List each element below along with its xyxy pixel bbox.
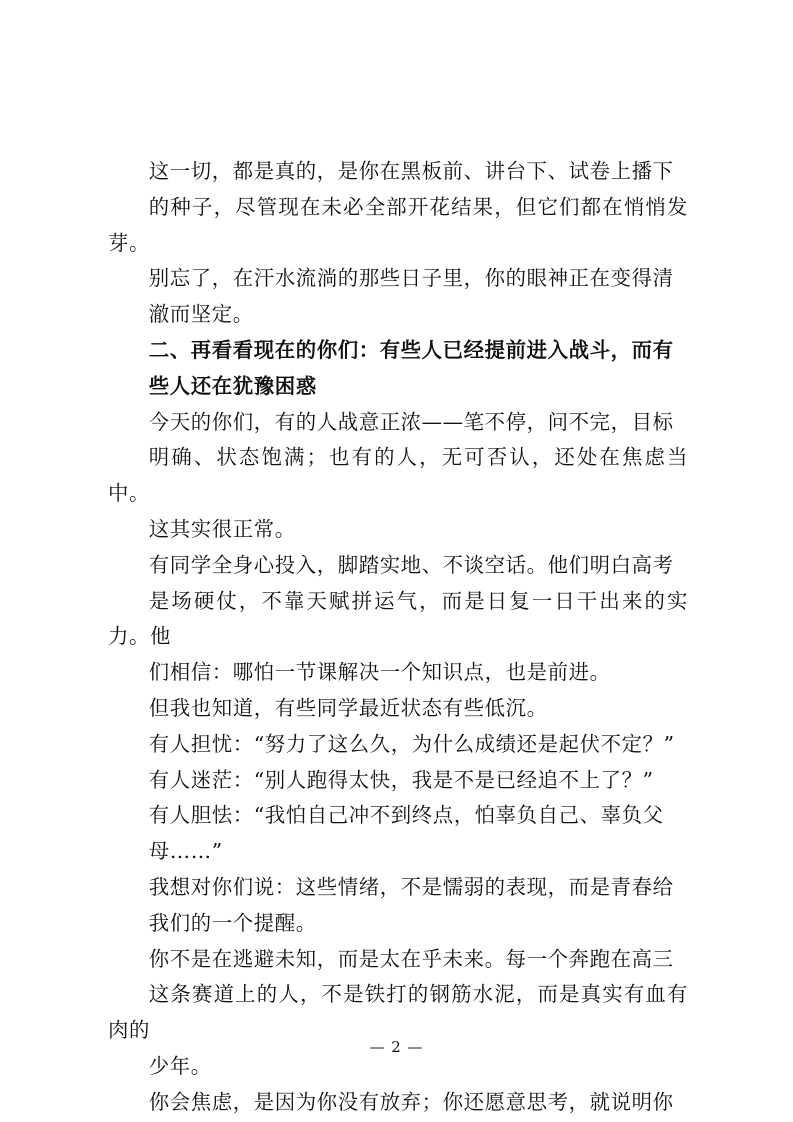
text-line: 有人胆怯：“我怕自己冲不到终点，怕辜负自己、辜负父 bbox=[148, 803, 664, 828]
document-body bbox=[108, 154, 688, 1121]
paragraph-determined-eyes bbox=[108, 261, 688, 333]
paragraph-emotions-reminder bbox=[108, 870, 688, 942]
page-number: — 2 — bbox=[369, 1038, 424, 1056]
text-line: 母……” bbox=[148, 839, 223, 864]
text-line: 你不是在逃避未知，而是太在乎未来。每一个奔跑在高三 bbox=[148, 946, 674, 971]
text-line: 的种子，尽管现在未必全部开花结果，但它们都在悄悄发芽。 bbox=[108, 194, 688, 255]
text-line: 有人迷茫：“别人跑得太快，我是不是已经追不上了？” bbox=[148, 767, 654, 792]
paragraph-today-you bbox=[108, 405, 688, 512]
text-line: 今天的你们，有的人战意正浓——笔不停，问不完，目标 bbox=[148, 409, 674, 434]
paragraph-seeds-sprouting bbox=[108, 154, 688, 261]
paragraph-anxiety-means bbox=[108, 1085, 688, 1121]
paragraph-worry-quote bbox=[108, 727, 688, 763]
text-line: 明确、状态饱满；也有的人，无可否认，还处在焦虑当中。 bbox=[108, 445, 688, 506]
text-line: 有人担忧：“努力了这么久，为什么成绩还是起伏不定？” bbox=[148, 731, 675, 756]
paragraph-low-state bbox=[108, 691, 688, 727]
paragraph-normal bbox=[108, 512, 688, 548]
text-line: 这条赛道上的人，不是铁打的钢筋水泥，而是真实有血有肉的 bbox=[108, 982, 688, 1043]
paragraph-fear-quote bbox=[108, 798, 688, 870]
text-line: 是场硬仗，不靠天赋拼运气，而是日复一日干出来的实力。他 bbox=[108, 588, 688, 649]
text-line: 澈而坚定。 bbox=[148, 302, 254, 327]
text-line: 别忘了，在汗水流淌的那些日子里，你的眼神正在变得清 bbox=[148, 266, 674, 291]
text-line: 们相信：哪怕一节课解决一个知识点，也是前进。 bbox=[148, 660, 611, 685]
text-line: 但我也知道，有些同学最近状态有些低沉。 bbox=[148, 695, 548, 720]
text-line: 我们的一个提醒。 bbox=[148, 910, 317, 935]
text-line: 我想对你们说：这些情绪，不是懦弱的表现，而是青春给 bbox=[148, 874, 674, 899]
paragraph-confusion-quote bbox=[108, 763, 688, 799]
text-line: 这其实很正常。 bbox=[148, 516, 296, 541]
text-line: 少年。 bbox=[148, 1053, 212, 1078]
paragraph-care-future bbox=[108, 942, 688, 1085]
text-line: 有同学全身心投入，脚踏实地、不谈空话。他们明白高考 bbox=[148, 552, 674, 577]
heading-line: 二、再看看现在的你们：有些人已经提前进入战斗，而有 bbox=[148, 337, 674, 362]
text-line: 你会焦虑，是因为你没有放弃；你还愿意思考，就说明你 bbox=[148, 1089, 674, 1114]
section-heading-2 bbox=[108, 333, 688, 405]
paragraph-full-commitment bbox=[108, 548, 688, 691]
heading-line: 些人还在犹豫困惑 bbox=[148, 373, 317, 398]
text-line: 这一切，都是真的，是你在黑板前、讲台下、试卷上播下 bbox=[148, 159, 674, 183]
